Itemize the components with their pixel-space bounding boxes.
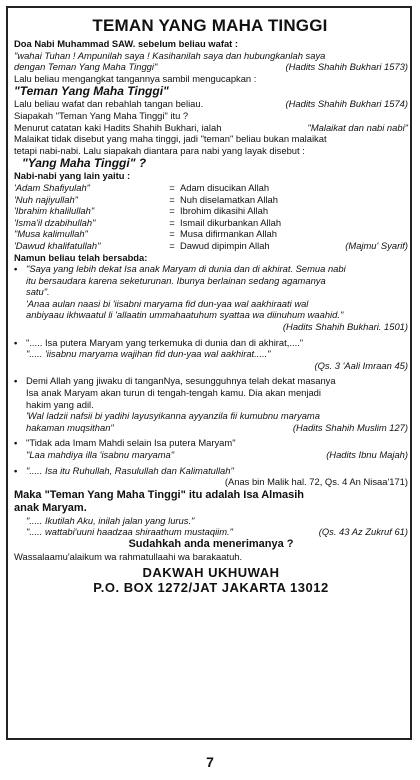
equals-sign: = [169,216,175,228]
nabi-row [14,205,408,217]
po-box-address: P.O. BOX 1272/JAT JAKARTA 13012 [93,579,329,595]
bullet-1-source: (Hadits Shahih Bukhari. 1501) [282,321,408,333]
quote-1-source: (Hadits Shahih Bukhari 1573) [285,61,408,73]
bullet-icon: • [14,375,18,387]
paragraph-4b: "Malaikat dan nabi nabi" [307,121,408,133]
heading-bersabda: Namun beliau telah bersabda: [14,251,148,263]
bullet-3-line: 'Wal ladzii nafsii bi yadihi layusyikanna ayyanzila fii kumubnu maryama [26,410,320,422]
nabi-arab: 'Nuh najiyullah" [14,193,79,205]
paragraph-4-row [14,122,408,134]
bullet-4 [14,437,408,460]
bullet-4-line: "Tidak ada Imam Mahdi selain Isa putera Maryam" [26,437,236,449]
equals-sign: = [169,181,175,193]
bullet-1-line: "Saya yang lebih dekat Isa anak Maryam di dunia dan di akhirat. Semua nabi [26,263,346,275]
quote-final-row [14,526,408,538]
nabi-arab: 'Ibrahim khalilullah" [14,205,95,217]
bullet-icon: • [14,263,18,275]
nabi-arab: 'Dawud khalifatullah" [14,239,101,251]
bullet-1-line: satu". [26,286,50,298]
bullet-icon: • [14,437,18,449]
nabi-row [14,194,408,206]
quote-final-line: "..... Ikutilah Aku, inilah jalan yang lurus." [26,514,195,526]
bullet-2-source: (Qs. 3 'Aali Imraan 45) [314,359,408,371]
bullet-3-line: Isa anak Maryam akan turun di tengah-tengah kamu. Dia akan menjadi [26,387,321,399]
nabi-arti: Ibrohim dikasihi Allah [180,205,269,217]
organization-name: DAKWAH UKHUWAH [142,564,280,580]
nabi-arti: Nuh diselamatkan Allah [180,193,278,205]
bullet-1-line: itu bersaudara karena seketurunan. Ibunya berlainan sedang agamanya [26,274,326,286]
quote-1b-row [14,61,408,73]
page-title: TEMAN YANG MAHA TINGGI [92,16,328,35]
nabi-row [14,217,408,229]
nabi-arti: Dawud dipimpin Allah [180,239,270,251]
quote-1a: "wahai Tuhan ! Ampunilah saya ! Kasihanilah saya dan hubungkanlah saya [14,49,326,61]
bullet-2-line: "..... 'iisabnu maryama wajihan fid dun-yaa wal aakhirat....." [26,348,271,360]
bullet-4-line: "Laa mahdiya illa 'isabnu maryama" [26,449,175,460]
nabi-arti: Adam disucikan Allah [180,181,270,193]
paragraph-1: Lalu beliau mengangkat tangannya sambil mengucapkan : [14,72,257,84]
nabi-row [14,182,408,194]
paragraph-3: Siapakah "Teman Yang Maha Tinggi" itu ? [14,109,189,121]
bullet-4-source: (Hadits Ibnu Majah) [326,449,408,460]
nabi-row [14,240,408,252]
bullet-5-line: "..... Isa itu Ruhullah, Rasulullah dan Kalimatullah" [26,464,234,476]
nabi-arti: Musa difirmankan Allah [180,228,277,240]
bullet-3-line: hakim yang adil. [26,398,94,410]
heading-nabi-nabi: Nabi-nabi yang lain yaitu : [14,170,131,182]
paragraph-5: Malaikat tidak disebut yang maha tinggi, jadi "teman" beliau bukan malaikat [14,133,327,145]
equals-sign: = [169,239,175,251]
bullet-2 [14,337,408,372]
conclusion-line: Maka "Teman Yang Maha Tinggi" itu adalah Isa Almasih [14,488,304,501]
nabi-source: (Majmu' Syarif) [345,239,408,251]
nabi-row [14,228,408,240]
bullet-3-last-row [26,422,408,434]
equals-sign: = [169,205,175,217]
bullet-icon: • [14,464,18,476]
heading-doa: Doa Nabi Muhammad SAW. sebelum beliau wafat : [14,38,239,49]
bullet-3 [14,375,408,433]
paragraph-2: Lalu beliau wafat dan rebahlah tangan beliau. [14,98,204,110]
equals-sign: = [169,228,175,240]
closing-question: Sudahkah anda menerimanya ? [128,537,294,550]
bullet-icon: • [14,336,18,348]
bullet-5 [14,465,408,488]
bullet-3-source: (Hadits Shahih Muslim 127) [292,421,408,433]
document-body [14,38,408,595]
heading-teman: "Teman Yang Maha Tinggi" [14,84,169,99]
conclusion-line: anak Maryam. [14,501,87,514]
paragraph-6: tetapi nabi-nabi. Lalu siapakah diantara para nabi yang layak disebut : [14,144,305,156]
equals-sign: = [169,193,175,205]
nabi-list [14,182,408,252]
bullet-1 [14,263,408,333]
paragraph-4a: Menurut catatan kaki Hadits Shahih Bukhari, ialah [14,121,222,133]
bullet-1-line: 'Anaa aulan naasi bi 'iisabni maryama fid dun-yaa wal aakhiraati wal [26,297,309,309]
paragraph-2-row [14,98,408,110]
paragraph-2-source: (Hadits Shahih Bukhari 1574) [285,98,408,110]
bullet-1-line: anbiyaau ikhwaatul li 'allaatin ummahaatuhum syattaa wa diinuhum waahid." [26,309,344,321]
nabi-arab: "Musa kalimullah" [14,228,88,240]
page-number: 7 [206,754,214,770]
salam: Wassalaamu'alaikum wa rahmatullaahi wa barakaatuh. [14,550,243,562]
nabi-arti: Ismail dikurbankan Allah [180,216,282,228]
nabi-arab: 'Isma'il dzabihullah" [14,216,96,228]
bullet-3-line: hakaman muqsithan" [26,421,114,433]
quote-1b: dengan Teman Yang Maha Tinggi" [14,61,158,73]
nabi-arab: 'Adam Shafiyulah" [14,181,90,193]
bullet-5-source: (Anas bin Malik hal. 72, Qs. 4 An Nisaa'171) [224,476,408,488]
quote-final-source: (Qs. 43 Az Zukruf 61) [318,526,408,538]
heading-yang-maha-tinggi: "Yang Maha Tinggi" ? [22,156,147,171]
quote-final-line: "..... wattabi'uuni haadzaa shiraathum mustaqiim." [26,526,233,538]
bullet-3-line: Demi Allah yang jiwaku di tanganNya, sesungguhnya telah dekat masanya [26,375,336,387]
quote-final-row [14,515,408,527]
bullet-4-last-row [26,449,408,461]
bullet-2-line: "..... Isa putera Maryam yang terkemuka di dunia dan di akhirat,...." [26,336,304,348]
